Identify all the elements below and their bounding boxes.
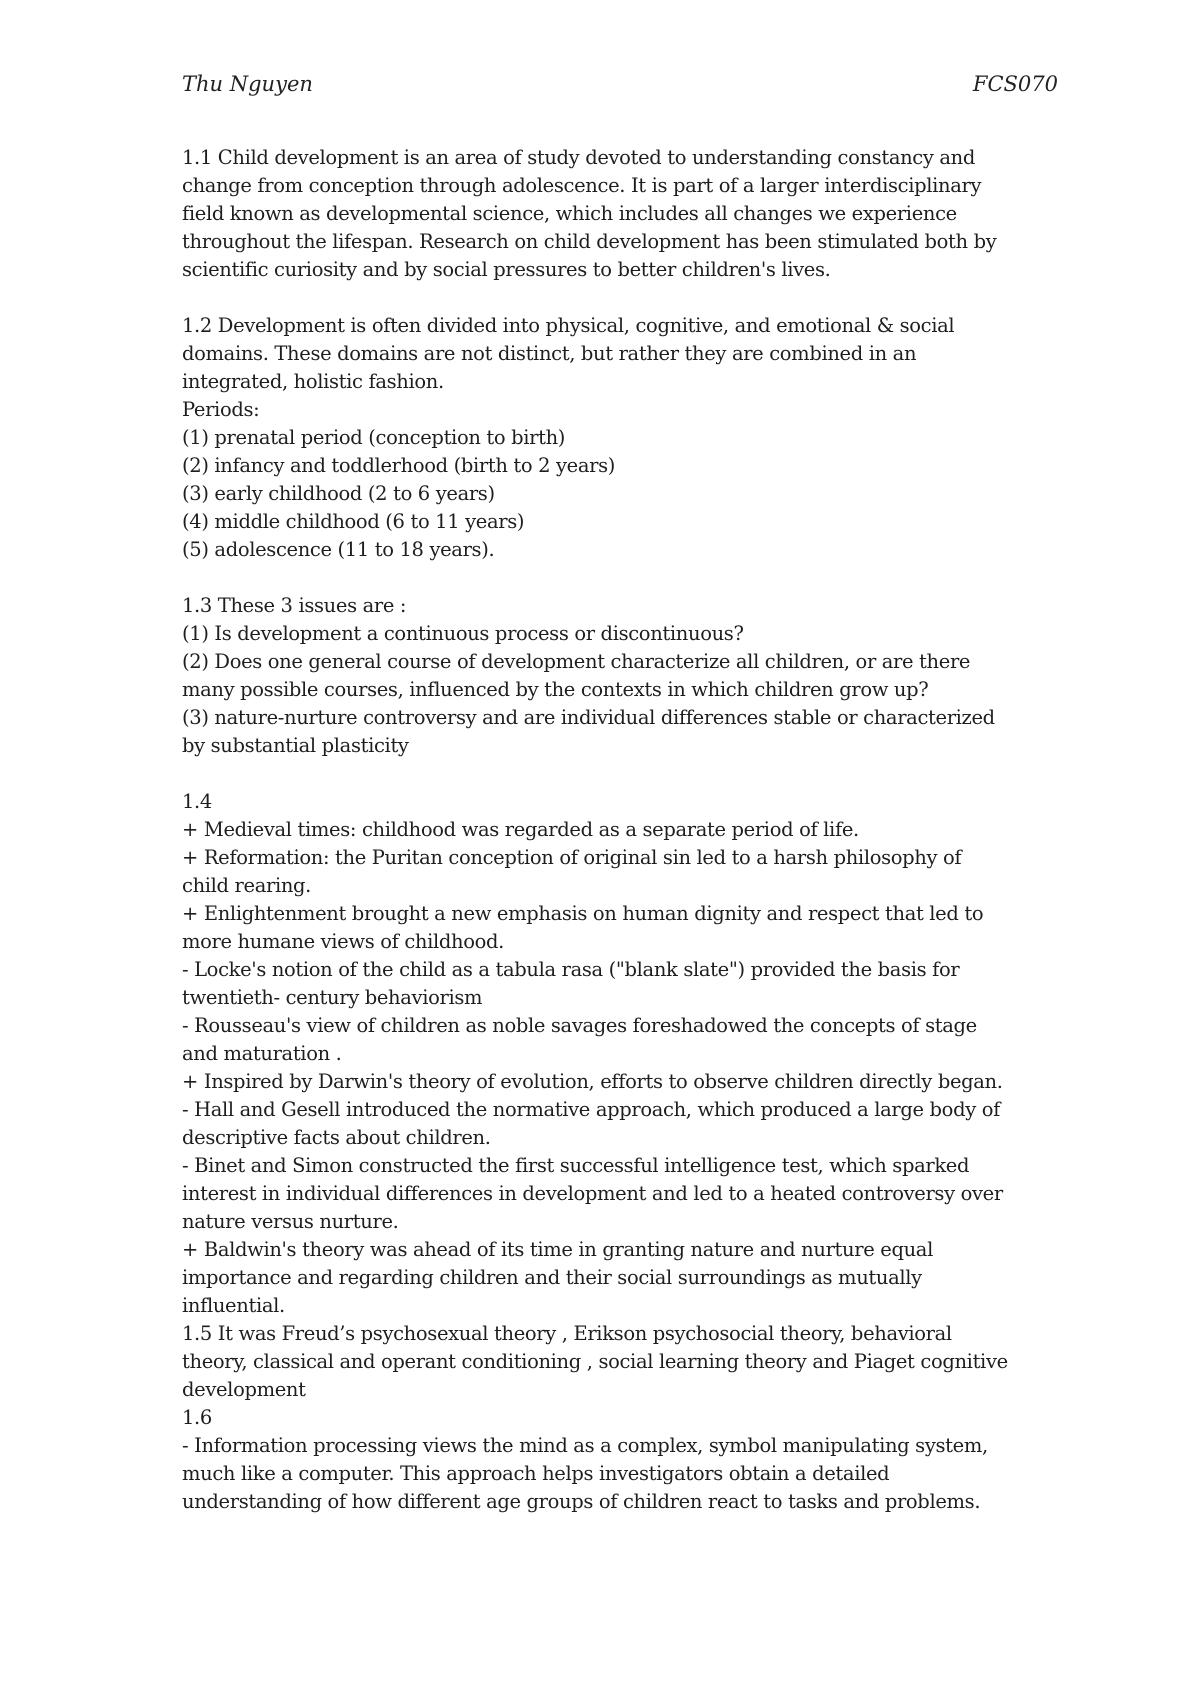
text-line: (3) nature-nurture controversy and are individual differences stable or characterized [182, 706, 995, 729]
text-line: 1.2 Development is often divided into physical, cognitive, and emotional & social [182, 314, 955, 337]
text-line: integrated, holistic fashion. [182, 370, 444, 393]
text-line: (2) infancy and toddlerhood (birth to 2 years) [182, 454, 616, 477]
text-line: 1.6 [182, 1406, 212, 1429]
text-line: (1) Is development a continuous process or discontinuous? [182, 622, 744, 645]
text-line: many possible courses, influenced by the contexts in which children grow up? [182, 678, 929, 701]
text-line: - Binet and Simon constructed the first successful intelligence test, which sparked [182, 1154, 970, 1177]
text-line: child rearing. [182, 874, 312, 897]
text-line: importance and regarding children and their social surroundings as mutually [182, 1266, 922, 1289]
text-line: (2) Does one general course of development characterize all children, or are there [182, 650, 971, 673]
text-line: more humane views of childhood. [182, 930, 504, 953]
text-line: + Inspired by Darwin's theory of evolution, efforts to observe children directly began. [182, 1070, 1003, 1093]
text-line: 1.4 [182, 790, 212, 813]
text-line: + Medieval times: childhood was regarded as a separate period of life. [182, 818, 859, 841]
text-line: descriptive facts about children. [182, 1126, 491, 1149]
text-line: interest in individual differences in development and led to a heated controversy over [182, 1182, 1003, 1205]
text-line: Periods: [182, 398, 260, 421]
text-line: understanding of how different age groups of children react to tasks and problems. [182, 1490, 981, 1513]
text-line: - Locke's notion of the child as a tabula rasa ("blank slate") provided the basis for [182, 958, 960, 981]
blank-line [182, 760, 1062, 788]
text-line: theory, classical and operant conditioning , social learning theory and Piaget cognitive [182, 1350, 1008, 1373]
text-line: throughout the lifespan. Research on child development has been stimulated both by [182, 230, 997, 253]
text-line: + Baldwin's theory was ahead of its time in granting nature and nurture equal [182, 1238, 933, 1261]
text-line: change from conception through adolescence. It is part of a larger interdisciplinary [182, 174, 982, 197]
text-line: twentieth- century behaviorism [182, 986, 483, 1009]
text-line: development [182, 1378, 306, 1401]
text-line: nature versus nurture. [182, 1210, 399, 1233]
text-line: (5) adolescence (11 to 18 years). [182, 538, 495, 561]
text-line: (4) middle childhood (6 to 11 years) [182, 510, 525, 533]
text-line: and maturation . [182, 1042, 342, 1065]
author-name: Thu Nguyen [182, 72, 313, 96]
text-line: (1) prenatal period (conception to birth) [182, 426, 566, 449]
text-line: (3) early childhood (2 to 6 years) [182, 482, 495, 505]
page-header [182, 72, 1058, 106]
text-line: - Information processing views the mind as a complex, symbol manipulating system, [182, 1434, 988, 1457]
text-line: + Enlightenment brought a new emphasis on human dignity and respect that led to [182, 902, 984, 925]
text-line: 1.1 Child development is an area of study devoted to understanding constancy and [182, 146, 976, 169]
document-body [182, 144, 1062, 1516]
text-line: 1.3 These 3 issues are : [182, 594, 407, 617]
text-line: field known as developmental science, which includes all changes we experience [182, 202, 957, 225]
text-line: domains. These domains are not distinct, but rather they are combined in an [182, 342, 917, 365]
text-line: by substantial plasticity [182, 734, 409, 757]
blank-line [182, 564, 1062, 592]
text-line: - Hall and Gesell introduced the normative approach, which produced a large body of [182, 1098, 1000, 1121]
text-line: 1.5 It was Freud’s psychosexual theory , Erikson psychosocial theory, behavioral [182, 1322, 952, 1345]
course-code: FCS070 [972, 72, 1058, 96]
text-line: much like a computer. This approach helps investigators obtain a detailed [182, 1462, 890, 1485]
text-line: scientific curiosity and by social pressures to better children's lives. [182, 258, 831, 281]
blank-line [182, 284, 1062, 312]
text-line: - Rousseau's view of children as noble savages foreshadowed the concepts of stage [182, 1014, 977, 1037]
text-line: influential. [182, 1294, 285, 1317]
text-line: + Reformation: the Puritan conception of original sin led to a harsh philosophy of [182, 846, 962, 869]
